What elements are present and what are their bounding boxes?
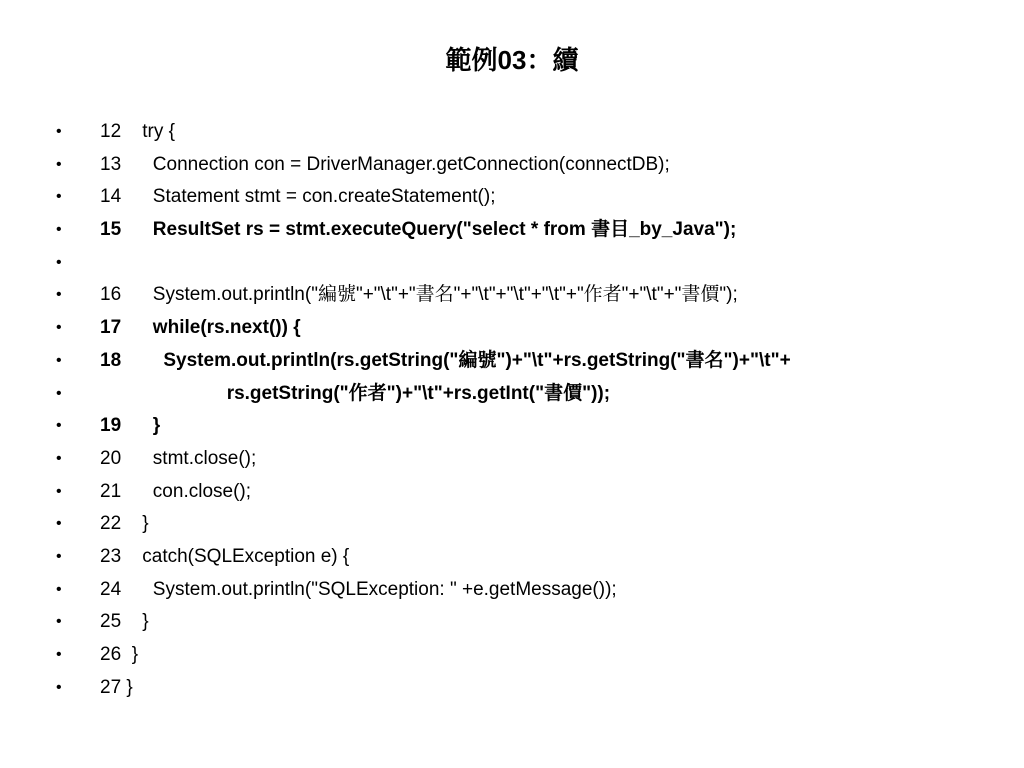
code-line-text: 17 while(rs.next()) { (100, 317, 301, 339)
code-line (56, 672, 996, 705)
code-line (56, 279, 996, 312)
code-bullet-list (56, 116, 996, 704)
bullet-marker: • (56, 253, 62, 271)
code-line-text: 27 } (100, 676, 133, 698)
code-line (56, 410, 996, 443)
bullet-marker: • (56, 449, 62, 467)
bullet-marker: • (56, 384, 62, 402)
code-line-text: 24 System.out.println("SQLException: " +e.getMessage()); (100, 578, 617, 600)
code-line (56, 116, 996, 149)
code-line (56, 574, 996, 607)
bullet-marker: • (56, 155, 62, 173)
code-line-text: 23 catch(SQLException e) { (100, 545, 350, 567)
code-line (56, 378, 996, 411)
code-line-text: rs.getString("作者")+"\t"+rs.getInt("書價")); (100, 382, 611, 404)
slide-title: 範例03：續 (445, 45, 579, 75)
code-line-text: 12 try { (100, 121, 175, 142)
code-line (56, 247, 996, 280)
code-line-text: 20 stmt.close(); (100, 447, 257, 469)
code-line (56, 541, 996, 574)
code-line (56, 149, 996, 182)
code-line-text: 22 } (100, 513, 149, 535)
code-line (56, 214, 996, 247)
bullet-marker: • (56, 221, 62, 239)
code-line (56, 639, 996, 672)
code-line-text: 14 Statement stmt = con.createStatement(); (100, 186, 496, 208)
code-line-text: 15 ResultSet rs = stmt.executeQuery("select * from 書目_by_Java"); (100, 219, 737, 241)
code-line (56, 443, 996, 476)
code-line (56, 476, 996, 509)
code-line-text: 21 con.close(); (100, 480, 252, 502)
code-line-text: 18 System.out.println(rs.getString("編號")+"\t"+rs.getString("書名")+"\t"+ (100, 349, 791, 371)
bullet-marker: • (56, 678, 62, 696)
code-line-text: 16 System.out.println("編號"+"\t"+"書名"+"\t"+"\t"+"\t"+"作者"+"\t"+"書價"); (100, 284, 738, 306)
bullet-marker: • (56, 286, 62, 304)
code-line-text: 19 } (100, 415, 161, 437)
code-line-text: 25 } (100, 611, 149, 633)
bullet-marker: • (56, 351, 62, 369)
bullet-marker: • (56, 613, 62, 631)
bullet-marker: • (56, 482, 62, 500)
code-line (56, 345, 996, 378)
code-line (56, 606, 996, 639)
code-line (56, 312, 996, 345)
bullet-marker: • (56, 547, 62, 565)
code-line-text: 26 } (100, 644, 139, 665)
code-line (56, 181, 996, 214)
code-line (56, 508, 996, 541)
bullet-marker: • (56, 580, 62, 598)
code-line-text: 13 Connection con = DriverManager.getConnection(connectDB); (100, 153, 670, 175)
bullet-marker: • (56, 646, 62, 663)
bullet-marker: • (56, 319, 62, 337)
bullet-marker: • (56, 515, 62, 533)
bullet-marker: • (56, 188, 62, 206)
bullet-marker: • (56, 123, 62, 140)
bullet-marker: • (56, 417, 62, 435)
